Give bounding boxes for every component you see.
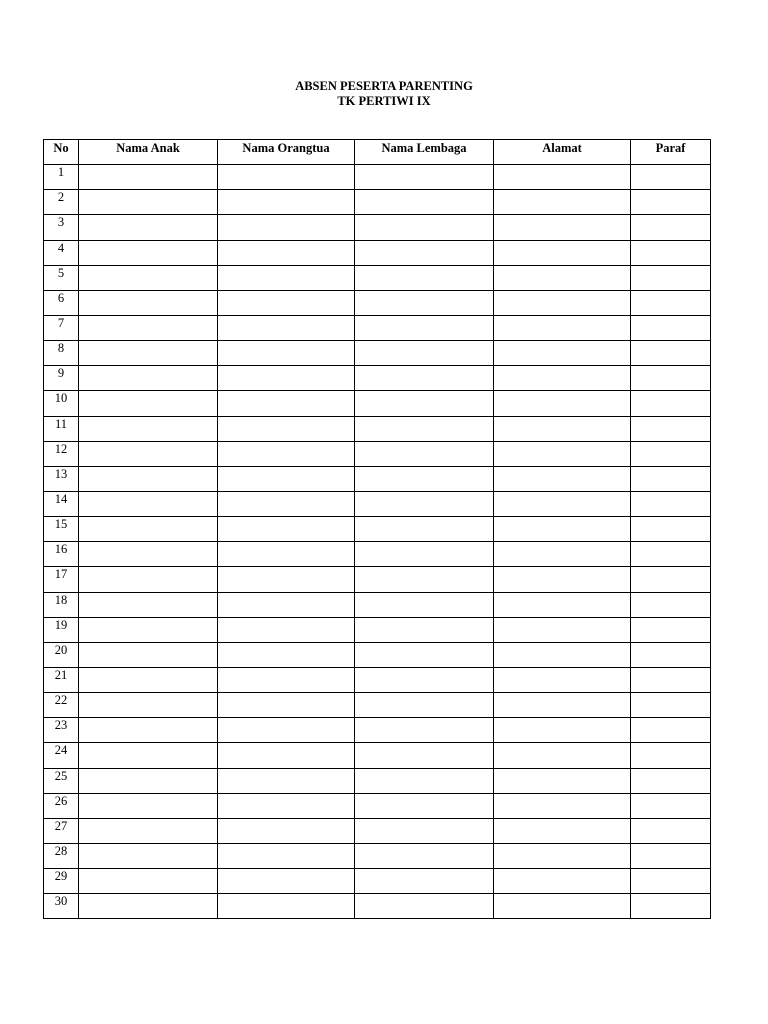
nama-orangtua-cell [218, 165, 355, 190]
row-number-cell: 18 [44, 592, 79, 617]
nama-lembaga-cell [355, 592, 494, 617]
nama-orangtua-cell [218, 265, 355, 290]
nama-lembaga-cell [355, 416, 494, 441]
alamat-cell [494, 843, 631, 868]
row-number-cell: 10 [44, 391, 79, 416]
table-row [44, 165, 711, 190]
table-row [44, 391, 711, 416]
paraf-cell [631, 592, 711, 617]
alamat-cell [494, 441, 631, 466]
table-row [44, 491, 711, 516]
nama-orangtua-cell [218, 441, 355, 466]
paraf-cell [631, 617, 711, 642]
paraf-cell [631, 491, 711, 516]
nama-lembaga-cell [355, 391, 494, 416]
alamat-cell [494, 466, 631, 491]
table-row [44, 693, 711, 718]
alamat-cell [494, 542, 631, 567]
nama-lembaga-cell [355, 743, 494, 768]
nama-anak-cell [79, 240, 218, 265]
nama-orangtua-cell [218, 391, 355, 416]
nama-anak-cell [79, 466, 218, 491]
nama-lembaga-cell [355, 542, 494, 567]
nama-orangtua-cell [218, 341, 355, 366]
nama-orangtua-cell [218, 416, 355, 441]
alamat-cell [494, 391, 631, 416]
paraf-cell [631, 517, 711, 542]
table-row [44, 642, 711, 667]
row-number-cell: 28 [44, 843, 79, 868]
row-number-cell: 5 [44, 265, 79, 290]
alamat-cell [494, 743, 631, 768]
alamat-cell [494, 215, 631, 240]
nama-orangtua-cell [218, 793, 355, 818]
nama-anak-cell [79, 165, 218, 190]
nama-anak-cell [79, 793, 218, 818]
table-row [44, 894, 711, 919]
column-header-no: No [44, 140, 79, 165]
paraf-cell [631, 165, 711, 190]
alamat-cell [494, 366, 631, 391]
nama-orangtua-cell [218, 240, 355, 265]
nama-lembaga-cell [355, 843, 494, 868]
alamat-cell [494, 240, 631, 265]
nama-lembaga-cell [355, 341, 494, 366]
alamat-cell [494, 290, 631, 315]
table-row [44, 416, 711, 441]
paraf-cell [631, 341, 711, 366]
table-row [44, 818, 711, 843]
nama-orangtua-cell [218, 693, 355, 718]
row-number-cell: 25 [44, 768, 79, 793]
alamat-cell [494, 592, 631, 617]
column-header-nama-anak: Nama Anak [79, 140, 218, 165]
paraf-cell [631, 466, 711, 491]
paraf-cell [631, 743, 711, 768]
nama-anak-cell [79, 843, 218, 868]
row-number-cell: 22 [44, 693, 79, 718]
nama-orangtua-cell [218, 617, 355, 642]
nama-anak-cell [79, 642, 218, 667]
nama-orangtua-cell [218, 869, 355, 894]
nama-lembaga-cell [355, 441, 494, 466]
alamat-cell [494, 315, 631, 340]
nama-orangtua-cell [218, 818, 355, 843]
nama-lembaga-cell [355, 491, 494, 516]
table-row [44, 290, 711, 315]
column-header-nama-lembaga: Nama Lembaga [355, 140, 494, 165]
paraf-cell [631, 190, 711, 215]
nama-lembaga-cell [355, 517, 494, 542]
column-header-nama-orangtua: Nama Orangtua [218, 140, 355, 165]
table-row [44, 542, 711, 567]
paraf-cell [631, 366, 711, 391]
alamat-cell [494, 517, 631, 542]
alamat-cell [494, 667, 631, 692]
nama-lembaga-cell [355, 642, 494, 667]
alamat-cell [494, 894, 631, 919]
paraf-cell [631, 718, 711, 743]
paraf-cell [631, 843, 711, 868]
table-row [44, 517, 711, 542]
alamat-cell [494, 165, 631, 190]
table-row [44, 315, 711, 340]
table-row [44, 240, 711, 265]
alamat-cell [494, 718, 631, 743]
nama-anak-cell [79, 567, 218, 592]
row-number-cell: 4 [44, 240, 79, 265]
nama-lembaga-cell [355, 190, 494, 215]
nama-anak-cell [79, 517, 218, 542]
row-number-cell: 6 [44, 290, 79, 315]
row-number-cell: 23 [44, 718, 79, 743]
nama-anak-cell [79, 315, 218, 340]
alamat-cell [494, 869, 631, 894]
paraf-cell [631, 567, 711, 592]
alamat-cell [494, 768, 631, 793]
table-body [44, 165, 711, 919]
row-number-cell: 8 [44, 341, 79, 366]
table-row [44, 466, 711, 491]
nama-lembaga-cell [355, 315, 494, 340]
nama-lembaga-cell [355, 290, 494, 315]
nama-lembaga-cell [355, 240, 494, 265]
alamat-cell [494, 491, 631, 516]
paraf-cell [631, 441, 711, 466]
table-row [44, 843, 711, 868]
nama-anak-cell [79, 818, 218, 843]
row-number-cell: 20 [44, 642, 79, 667]
page-title [0, 79, 768, 109]
row-number-cell: 9 [44, 366, 79, 391]
nama-anak-cell [79, 491, 218, 516]
paraf-cell [631, 793, 711, 818]
paraf-cell [631, 391, 711, 416]
row-number-cell: 24 [44, 743, 79, 768]
nama-lembaga-cell [355, 693, 494, 718]
nama-lembaga-cell [355, 466, 494, 491]
nama-orangtua-cell [218, 642, 355, 667]
paraf-cell [631, 315, 711, 340]
row-number-cell: 29 [44, 869, 79, 894]
nama-orangtua-cell [218, 743, 355, 768]
row-number-cell: 14 [44, 491, 79, 516]
nama-anak-cell [79, 215, 218, 240]
nama-anak-cell [79, 768, 218, 793]
paraf-cell [631, 240, 711, 265]
row-number-cell: 19 [44, 617, 79, 642]
row-number-cell: 12 [44, 441, 79, 466]
row-number-cell: 2 [44, 190, 79, 215]
alamat-cell [494, 818, 631, 843]
nama-anak-cell [79, 869, 218, 894]
table-row [44, 341, 711, 366]
table-row [44, 617, 711, 642]
table-row [44, 366, 711, 391]
row-number-cell: 17 [44, 567, 79, 592]
nama-orangtua-cell [218, 843, 355, 868]
nama-anak-cell [79, 592, 218, 617]
nama-lembaga-cell [355, 366, 494, 391]
paraf-cell [631, 416, 711, 441]
row-number-cell: 21 [44, 667, 79, 692]
nama-anak-cell [79, 894, 218, 919]
paraf-cell [631, 290, 711, 315]
nama-lembaga-cell [355, 265, 494, 290]
nama-orangtua-cell [218, 366, 355, 391]
alamat-cell [494, 190, 631, 215]
alamat-cell [494, 693, 631, 718]
paraf-cell [631, 768, 711, 793]
nama-anak-cell [79, 391, 218, 416]
nama-lembaga-cell [355, 165, 494, 190]
nama-anak-cell [79, 667, 218, 692]
column-header-paraf: Paraf [631, 140, 711, 165]
nama-orangtua-cell [218, 542, 355, 567]
nama-lembaga-cell [355, 718, 494, 743]
nama-lembaga-cell [355, 793, 494, 818]
row-number-cell: 11 [44, 416, 79, 441]
alamat-cell [494, 642, 631, 667]
row-number-cell: 3 [44, 215, 79, 240]
nama-orangtua-cell [218, 768, 355, 793]
nama-lembaga-cell [355, 617, 494, 642]
nama-anak-cell [79, 693, 218, 718]
alamat-cell [494, 617, 631, 642]
nama-anak-cell [79, 366, 218, 391]
paraf-cell [631, 215, 711, 240]
paraf-cell [631, 265, 711, 290]
table-row [44, 215, 711, 240]
paraf-cell [631, 818, 711, 843]
row-number-cell: 27 [44, 818, 79, 843]
nama-anak-cell [79, 542, 218, 567]
nama-orangtua-cell [218, 894, 355, 919]
nama-orangtua-cell [218, 567, 355, 592]
nama-orangtua-cell [218, 491, 355, 516]
row-number-cell: 15 [44, 517, 79, 542]
nama-anak-cell [79, 341, 218, 366]
nama-lembaga-cell [355, 667, 494, 692]
alamat-cell [494, 793, 631, 818]
table-row [44, 718, 711, 743]
paraf-cell [631, 667, 711, 692]
paraf-cell [631, 642, 711, 667]
row-number-cell: 26 [44, 793, 79, 818]
nama-orangtua-cell [218, 517, 355, 542]
paraf-cell [631, 542, 711, 567]
title-line-2: TK PERTIWI IX [337, 94, 431, 108]
table-row [44, 265, 711, 290]
table-row [44, 567, 711, 592]
table-row [44, 190, 711, 215]
nama-lembaga-cell [355, 567, 494, 592]
table-header-row [44, 140, 711, 165]
paraf-cell [631, 869, 711, 894]
nama-orangtua-cell [218, 466, 355, 491]
nama-lembaga-cell [355, 768, 494, 793]
nama-anak-cell [79, 617, 218, 642]
table-row [44, 768, 711, 793]
table-row [44, 869, 711, 894]
nama-orangtua-cell [218, 718, 355, 743]
title-line-1: ABSEN PESERTA PARENTING [295, 79, 473, 93]
paraf-cell [631, 693, 711, 718]
nama-anak-cell [79, 290, 218, 315]
row-number-cell: 13 [44, 466, 79, 491]
nama-anak-cell [79, 190, 218, 215]
row-number-cell: 30 [44, 894, 79, 919]
nama-anak-cell [79, 441, 218, 466]
row-number-cell: 7 [44, 315, 79, 340]
table-row [44, 667, 711, 692]
row-number-cell: 16 [44, 542, 79, 567]
alamat-cell [494, 341, 631, 366]
column-header-alamat: Alamat [494, 140, 631, 165]
nama-lembaga-cell [355, 869, 494, 894]
nama-lembaga-cell [355, 215, 494, 240]
nama-anak-cell [79, 718, 218, 743]
nama-lembaga-cell [355, 894, 494, 919]
nama-anak-cell [79, 265, 218, 290]
table-row [44, 743, 711, 768]
table-row [44, 793, 711, 818]
nama-lembaga-cell [355, 818, 494, 843]
alamat-cell [494, 416, 631, 441]
alamat-cell [494, 265, 631, 290]
paraf-cell [631, 894, 711, 919]
table-row [44, 592, 711, 617]
nama-orangtua-cell [218, 667, 355, 692]
alamat-cell [494, 567, 631, 592]
nama-orangtua-cell [218, 315, 355, 340]
nama-orangtua-cell [218, 290, 355, 315]
nama-anak-cell [79, 743, 218, 768]
nama-anak-cell [79, 416, 218, 441]
attendance-table [43, 139, 711, 919]
nama-orangtua-cell [218, 190, 355, 215]
nama-orangtua-cell [218, 215, 355, 240]
nama-orangtua-cell [218, 592, 355, 617]
table-row [44, 441, 711, 466]
row-number-cell: 1 [44, 165, 79, 190]
